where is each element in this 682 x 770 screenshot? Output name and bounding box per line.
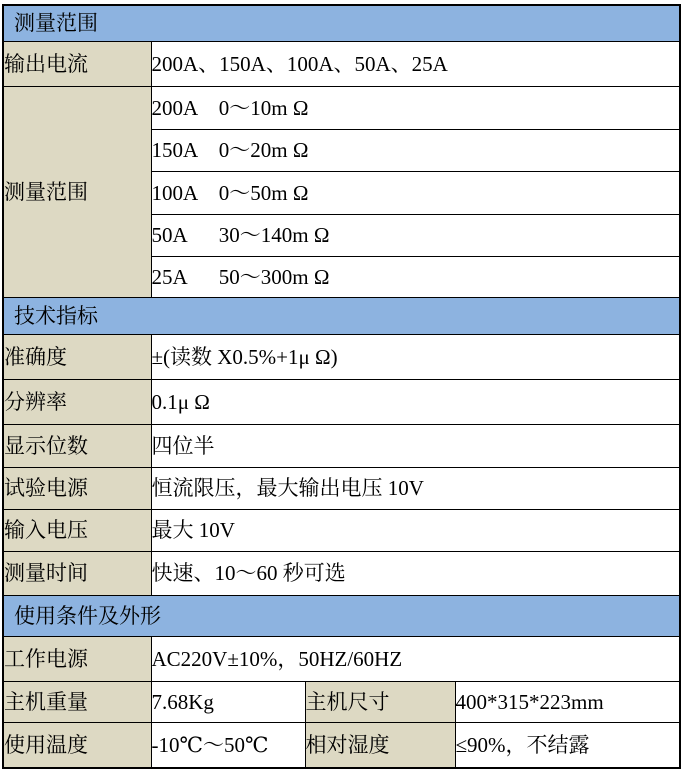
input-voltage-label: 输入电压 (3, 510, 151, 552)
dimensions-value: 400*315*223mm (455, 682, 680, 723)
input-voltage-value: 最大 10V (151, 510, 680, 552)
measure-time-label: 测量时间 (3, 552, 151, 596)
weight-dimensions-row (3, 682, 680, 723)
range-current: 150A (151, 138, 199, 163)
test-power-value: 恒流限压，最大输出电压 10V (151, 468, 680, 510)
range-ohms: 0～10m Ω (218, 95, 309, 120)
spec-row-input-voltage (3, 510, 680, 552)
output-current-value: 200A、150A、100A、50A、25A (151, 42, 680, 87)
range-ohms: 0～20m Ω (218, 138, 309, 163)
temperature-humidity-row (3, 723, 680, 769)
range-ohms: 50～300m Ω (218, 264, 330, 289)
section-title-technical-specs: 技术指标 (3, 298, 680, 335)
range-row (3, 87, 680, 130)
working-power-value: AC220V±10%，50HZ/60HZ (151, 637, 680, 682)
weight-label: 主机重量 (3, 682, 151, 723)
temperature-value: -10℃～50℃ (151, 723, 305, 769)
spec-row-accuracy (3, 335, 680, 380)
temperature-label: 使用温度 (3, 723, 151, 769)
section-header-usage-conditions (3, 596, 680, 637)
range-ohms: 30～140m Ω (218, 223, 330, 248)
range-value-cell (151, 215, 680, 257)
display-digits-value: 四位半 (151, 425, 680, 468)
output-current-row (3, 42, 680, 87)
resolution-value: 0.1μ Ω (151, 380, 680, 425)
resolution-label: 分辨率 (3, 380, 151, 425)
humidity-label: 相对湿度 (305, 723, 455, 769)
section-title-measurement-range: 测量范围 (3, 5, 680, 42)
working-power-row (3, 637, 680, 682)
dimensions-label: 主机尺寸 (305, 682, 455, 723)
range-value-cell (151, 130, 680, 172)
spec-row-resolution (3, 380, 680, 425)
spec-table (2, 4, 681, 769)
humidity-value: ≤90%，不结露 (455, 723, 680, 769)
display-digits-label: 显示位数 (3, 425, 151, 468)
measure-time-value: 快速、10～60 秒可选 (151, 552, 680, 596)
range-current: 25A (151, 264, 188, 289)
section-header-measurement-range (3, 5, 680, 42)
accuracy-value: ±(读数 X0.5%+1μ Ω) (151, 335, 680, 380)
section-header-technical-specs (3, 298, 680, 335)
output-current-label: 输出电流 (3, 42, 151, 87)
spec-row-test-power (3, 468, 680, 510)
range-current: 100A (151, 180, 199, 205)
accuracy-label: 准确度 (3, 335, 151, 380)
spec-row-display-digits (3, 425, 680, 468)
range-current: 200A (151, 95, 199, 120)
spec-row-measure-time (3, 552, 680, 596)
range-current: 50A (151, 223, 188, 248)
range-value-cell (151, 87, 680, 130)
working-power-label: 工作电源 (3, 637, 151, 682)
range-value-cell (151, 172, 680, 215)
range-ohms: 0～50m Ω (218, 180, 309, 205)
test-power-label: 试验电源 (3, 468, 151, 510)
range-value-cell (151, 257, 680, 298)
section-title-usage-conditions: 使用条件及外形 (3, 596, 680, 637)
measurement-range-label: 测量范围 (3, 87, 151, 298)
weight-value: 7.68Kg (151, 682, 305, 723)
